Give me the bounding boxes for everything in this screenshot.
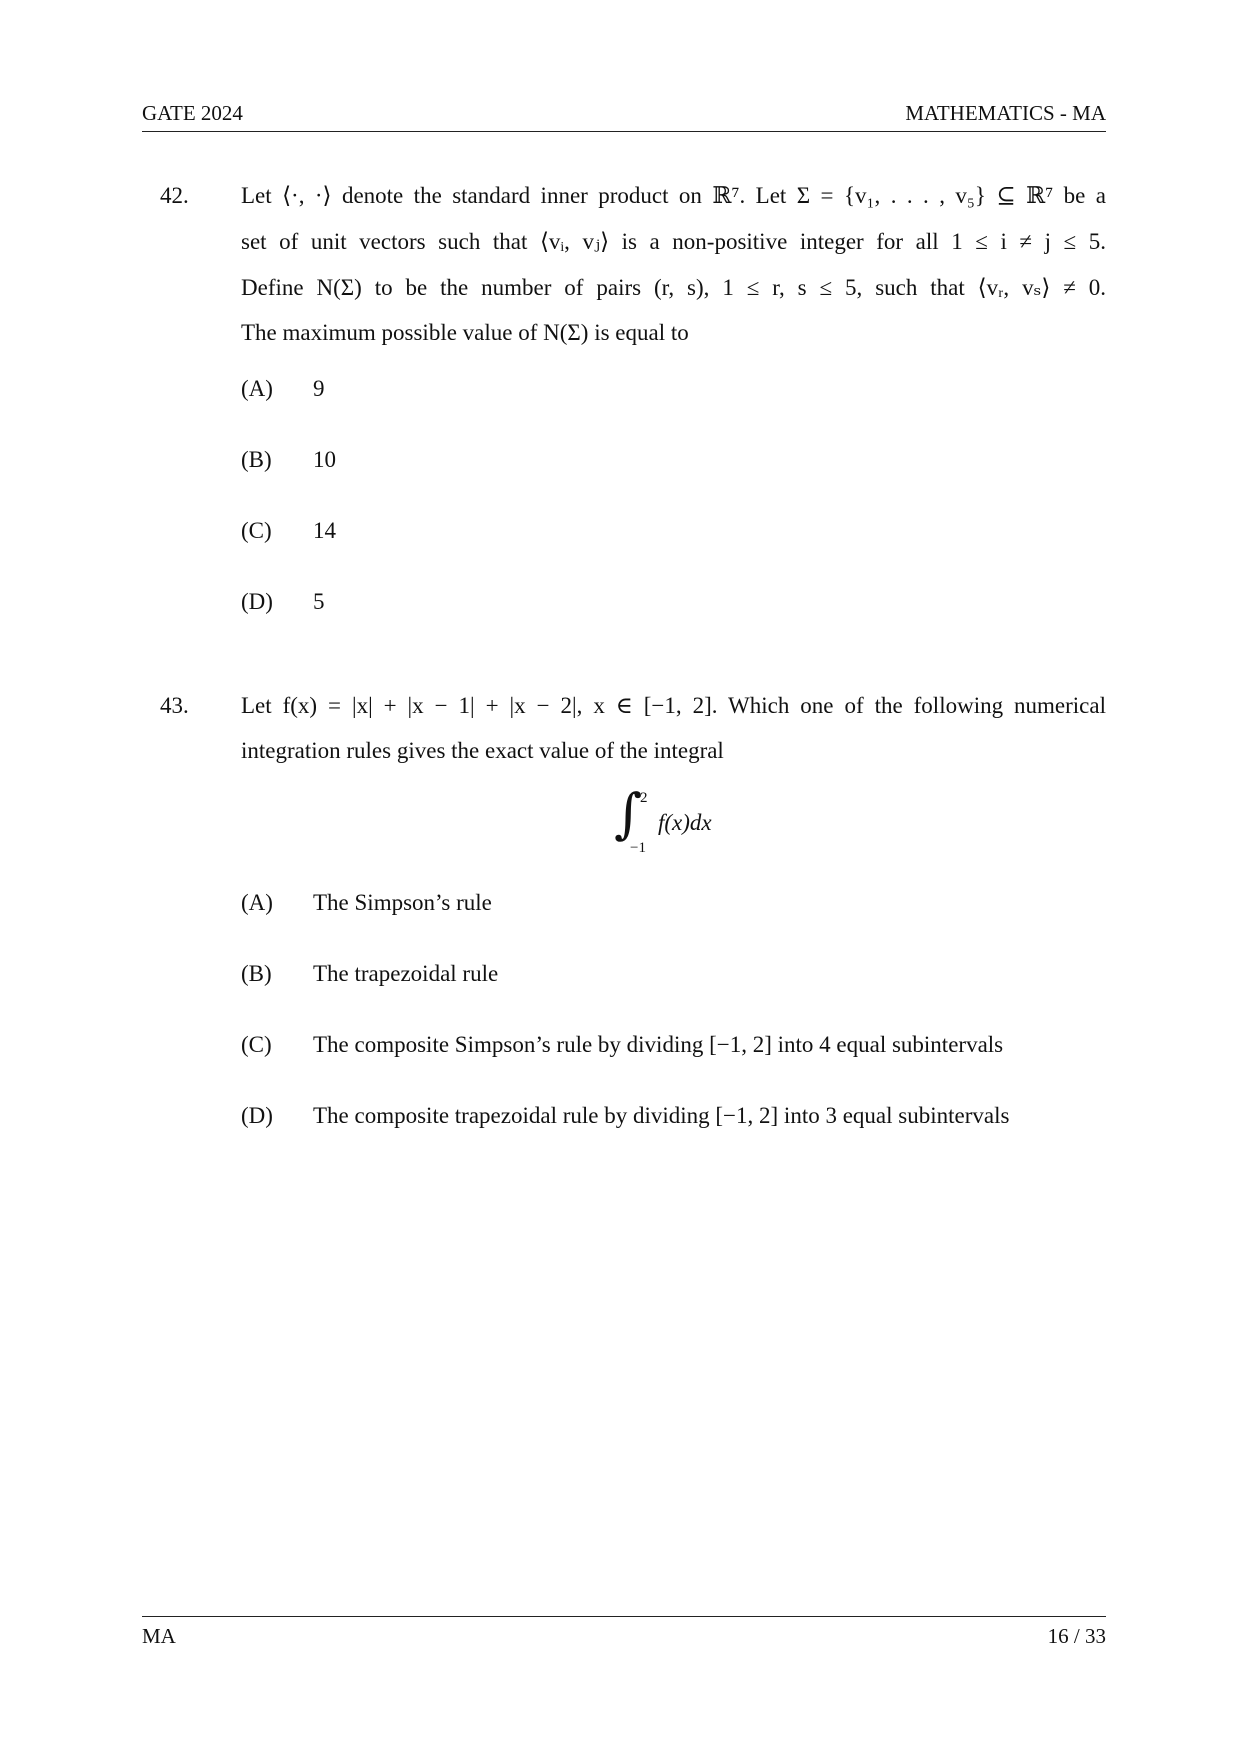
option-label: (C)	[241, 518, 272, 543]
option-label: (B)	[241, 447, 272, 472]
option-label: (D)	[241, 589, 273, 614]
option-text: 10	[313, 447, 336, 472]
question-number: 42.	[160, 183, 189, 208]
header-divider	[142, 131, 1106, 132]
option-label: (A)	[241, 890, 273, 915]
question-text-line: Let ⟨·, ·⟩ denote the standard inner product on ℝ⁷. Let Σ = {v₁, . . . , v₅} ⊆ ℝ⁷ be a	[241, 183, 1106, 208]
integral-expression	[612, 782, 742, 860]
option-text: The composite Simpson’s rule by dividing [−1, 2] into 4 equal subintervals	[313, 1032, 1004, 1057]
integral-lower-limit: −1	[630, 840, 646, 856]
question-text-line: The maximum possible value of N(Σ) is equal to	[241, 320, 689, 345]
page-number: 16 / 33	[1047, 1624, 1106, 1648]
header-exam-name: GATE 2024	[142, 101, 243, 125]
question-text-line: integration rules gives the exact value of the integral	[241, 738, 724, 763]
integral-sign: ∫	[614, 782, 643, 845]
question-number: 43.	[160, 693, 189, 718]
footer-paper-code: MA	[142, 1624, 176, 1648]
footer-divider	[142, 1616, 1106, 1617]
integral-upper-limit: 2	[640, 790, 648, 806]
option-text: 5	[313, 589, 325, 614]
option-label: (A)	[241, 376, 273, 401]
question-text-line: set of unit vectors such that ⟨vᵢ, vⱼ⟩ is a non-positive integer for all 1 ≤ i ≠ j ≤ 5.	[241, 229, 1106, 254]
option-label: (C)	[241, 1032, 272, 1057]
option-text: 14	[313, 518, 336, 543]
option-label: (B)	[241, 961, 272, 986]
option-text: The trapezoidal rule	[313, 961, 499, 986]
integrand: f(x)dx	[658, 810, 712, 835]
option-label: (D)	[241, 1103, 273, 1128]
question-text-line: Define N(Σ) to be the number of pairs (r, s), 1 ≤ r, s ≤ 5, such that ⟨vᵣ, vₛ⟩ ≠ 0.	[241, 275, 1106, 300]
header-subject: MATHEMATICS - MA	[905, 101, 1106, 125]
question-text-line: Let f(x) = |x| + |x − 1| + |x − 2|, x ∈ [−1, 2]. Which one of the following numerical	[241, 693, 1106, 718]
option-text: The composite trapezoidal rule by dividing [−1, 2] into 3 equal subintervals	[313, 1103, 1010, 1128]
option-text: The Simpson’s rule	[313, 890, 492, 915]
option-text: 9	[313, 376, 325, 401]
